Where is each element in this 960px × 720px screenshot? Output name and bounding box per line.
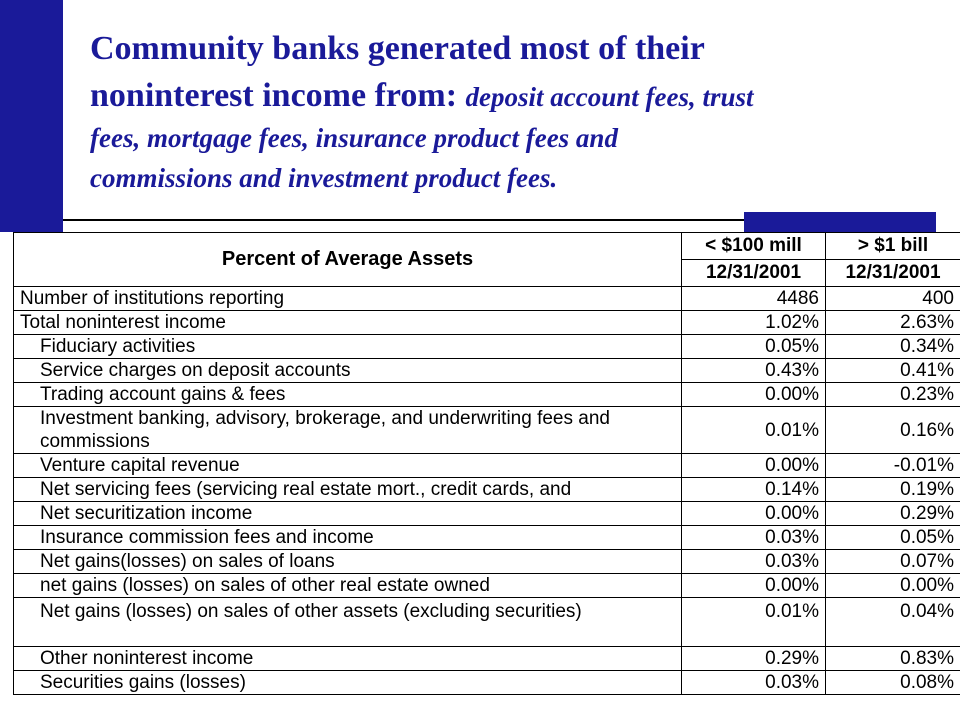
title-bold-part: noninterest income from: [90,77,466,114]
title-divider [63,219,745,221]
table-row [14,335,960,359]
row-value-small: 0.03% [682,550,826,574]
table-row [14,287,960,311]
row-value-small: 4486 [682,287,826,311]
table-row [14,550,960,574]
row-label: Net gains(losses) on sales of loans [14,550,682,574]
row-label: Venture capital revenue [14,454,682,478]
row-value-large: 0.07% [826,550,960,574]
spreadsheet-panel [0,232,960,720]
row-value-small: 0.03% [682,526,826,550]
header-col1-line2: 12/31/2001 [682,260,826,287]
row-label: Net servicing fees (servicing real estate mort., credit cards, and [14,478,682,502]
row-label: Service charges on deposit accounts [14,359,682,383]
row-label: Securities gains (losses) [14,671,682,695]
row-value-large: 0.05% [826,526,960,550]
row-value-large: 0.16% [826,407,960,454]
header-label: Percent of Average Assets [14,233,682,287]
title-accent-bar [744,212,936,232]
row-value-small: 0.00% [682,454,826,478]
header-col1-line1: < $100 mill [682,233,826,260]
row-value-large: 0.23% [826,383,960,407]
table-row [14,526,960,550]
row-label: Net securitization income [14,502,682,526]
table-row [14,671,960,695]
row-value-small: 0.01% [682,598,826,647]
row-value-small: 0.03% [682,671,826,695]
title-line-4: commissions and investment product fees. [90,163,558,193]
table-row [14,502,960,526]
row-value-large: 0.34% [826,335,960,359]
row-value-large: 400 [826,287,960,311]
title-italic-part: deposit account fees, trust [465,82,754,112]
row-value-large: 2.63% [826,311,960,335]
row-value-large: 0.00% [826,574,960,598]
row-label: Trading account gains & fees [14,383,682,407]
noninterest-income-table [13,232,960,695]
row-value-small: 0.00% [682,383,826,407]
table-row [14,383,960,407]
table-row [14,407,960,454]
header-row-1 [14,233,960,260]
row-label: Total noninterest income [14,311,682,335]
row-value-large: 0.83% [826,647,960,671]
row-value-small: 0.14% [682,478,826,502]
row-label: Net gains (losses) on sales of other assets (excluding securities) [14,598,682,647]
row-label: Investment banking, advisory, brokerage, and underwriting fees and commissions [14,407,682,454]
title-line-2 [90,72,940,118]
row-value-small: 1.02% [682,311,826,335]
row-value-small: 0.05% [682,335,826,359]
row-label: Fiduciary activities [14,335,682,359]
title-line-3: fees, mortgage fees, insurance product fees and [90,123,618,153]
row-label: Insurance commission fees and income [14,526,682,550]
row-label: Other noninterest income [14,647,682,671]
row-value-small: 0.29% [682,647,826,671]
table-row [14,359,960,383]
row-value-small: 0.00% [682,502,826,526]
row-value-small: 0.00% [682,574,826,598]
row-value-large: 0.41% [826,359,960,383]
header-col2-line1: > $1 bill [826,233,960,260]
row-value-small: 0.01% [682,407,826,454]
row-value-large: -0.01% [826,454,960,478]
slide-title [90,26,940,198]
header-col2-line2: 12/31/2001 [826,260,960,287]
table-row [14,574,960,598]
table-row [14,647,960,671]
row-value-large: 0.08% [826,671,960,695]
title-line-1: Community banks generated most of their [90,30,705,67]
row-value-large: 0.29% [826,502,960,526]
table-row [14,598,960,647]
table-row [14,478,960,502]
row-label: Number of institutions reporting [14,287,682,311]
table-row [14,454,960,478]
row-value-large: 0.19% [826,478,960,502]
row-label: net gains (losses) on sales of other real estate owned [14,574,682,598]
table-row [14,311,960,335]
row-value-small: 0.43% [682,359,826,383]
row-value-large: 0.04% [826,598,960,647]
